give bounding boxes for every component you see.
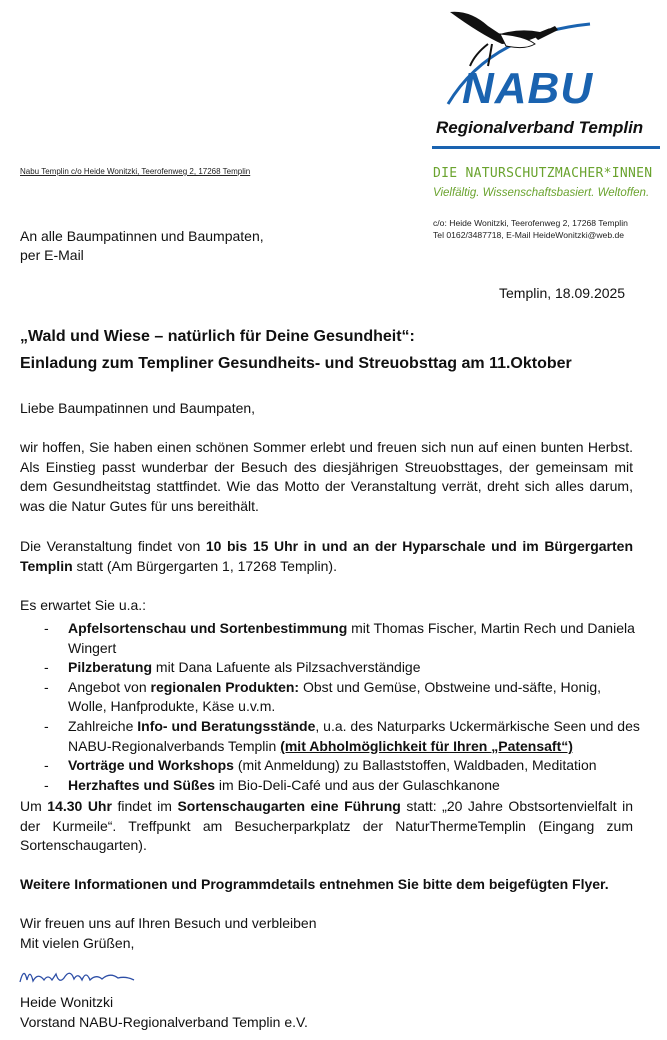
signer-name: Heide Wonitzki (20, 994, 114, 1010)
list-dash: - (44, 659, 49, 676)
salutation: Liebe Baumpatinnen und Baumpaten, (20, 400, 256, 416)
list-dash: - (44, 717, 49, 734)
list-dash: - (44, 678, 49, 695)
paragraph-tour: Um 14.30 Uhr findet im Sortenschaugarten eine Führung statt: „20 Jahre Obstsortenvielfalt in der Kurmeile“. Treffpunkt am Besucherparkplatz der NaturThermeTemplin (Eingang zum Sortenschaugarten). (20, 798, 633, 854)
list-dash: - (44, 757, 49, 774)
patensaft-note: (mit Abholmöglichkeit für Ihren „Patensaft“) (280, 737, 573, 754)
list-item: - Vorträge und Workshops (mit Anmeldung) zu Ballaststoffen, Waldbaden, Meditation (20, 756, 640, 776)
list-item: - Herzhaftes und Süßes im Bio-Deli-Café und aus der Gulaschkanone (20, 776, 640, 796)
signer-role: Vorstand NABU-Regionalverband Templin e.V. (20, 1014, 308, 1030)
list-item: - Angebot von regionalen Produkten: Obst und Gemüse, Obstweine und-säfte, Honig, Wolle, Hanfprodukte, Käse u.v.m. (20, 678, 640, 717)
list-intro: Es erwartet Sie u.a.: (20, 597, 147, 613)
closing-line: Wir freuen uns auf Ihren Besuch und verbleiben (20, 915, 317, 931)
paragraph-intro: wir hoffen, Sie haben einen schönen Sommer erlebt und freuen sich nun auf einen bunten Herbst. Als Einstieg passt wunderbar der Besuch des diesjährigen Streuobsttages, der gemeinsam mit dem Gesundheitstag stattfindet. Wie das Motto der Veranstaltung verrät, dreht sich alles darum, was die Natur Gutes für uns bereithält. (20, 439, 633, 514)
handwritten-signature (18, 962, 138, 988)
list-dash: - (44, 620, 49, 636)
recipient-line: per E-Mail (20, 247, 84, 263)
return-address: Nabu Templin c/o Heide Wonitzki, Teerofenweg 2, 17268 Templin (20, 167, 251, 176)
title-line: „Wald und Wiese – natürlich für Deine Gesundheit“: (20, 328, 415, 345)
recipient-line: An alle Baumpatinnen und Baumpaten, (20, 228, 264, 244)
contact-line: Tel 0162/3487718, E-Mail HeideWonitzki@web.de (433, 230, 625, 240)
list-item: - Zahlreiche Info- und Beratungsstände, u.a. des Naturparks Uckermärkische Seen und des NABU-Regionalverbands Templin (mit Abholmöglichkeit für Ihren „Patensaft“) (20, 717, 640, 756)
logo-subtitle: Regionalverband Templin (436, 118, 644, 137)
list-item: - Pilzberatung mit Dana Lafuente als Pilzsachverständige (20, 658, 640, 678)
list-item: - Apfelsortenschau und Sortenbestimmung mit Thomas Fischer, Martin Rech und Daniela Wingert (20, 619, 640, 658)
sender-contact (433, 217, 628, 241)
contact-line: c/o: Heide Wonitzki, Teerofenweg 2, 17268 Templin (433, 218, 628, 228)
logo-wordmark: NABU (462, 64, 594, 113)
logo-divider (432, 146, 660, 149)
closing-greeting: Mit vielen Grüßen, (20, 935, 135, 951)
program-list (20, 619, 640, 795)
paragraph-event-time: Die Veranstaltung findet von 10 bis 15 Uhr in und an der Hyparschale und im Bürgergarten Templin statt (Am Bürgergarten 1, 17268 Templin). (20, 538, 633, 574)
title-line: Einladung zum Templiner Gesundheits- und Streuobsttag am 11.Oktober (20, 355, 572, 372)
letter-date: Templin, 18.09.2025 (499, 285, 626, 301)
info-note: Weitere Informationen und Programmdetails entnehmen Sie bitte dem beigefügten Flyer. (20, 876, 609, 892)
letter-title (20, 323, 572, 377)
tagline: DIE NATURSCHUTZMACHER*INNEN (433, 166, 653, 181)
event-time-place: 10 bis 15 Uhr in und an der Hyparschale und im Bürgergarten Templin (20, 538, 633, 574)
slogan: Vielfältig. Wissenschaftsbasiert. Weltoffen. (433, 187, 650, 199)
list-dash: - (44, 776, 49, 793)
recipient-block (20, 227, 264, 265)
